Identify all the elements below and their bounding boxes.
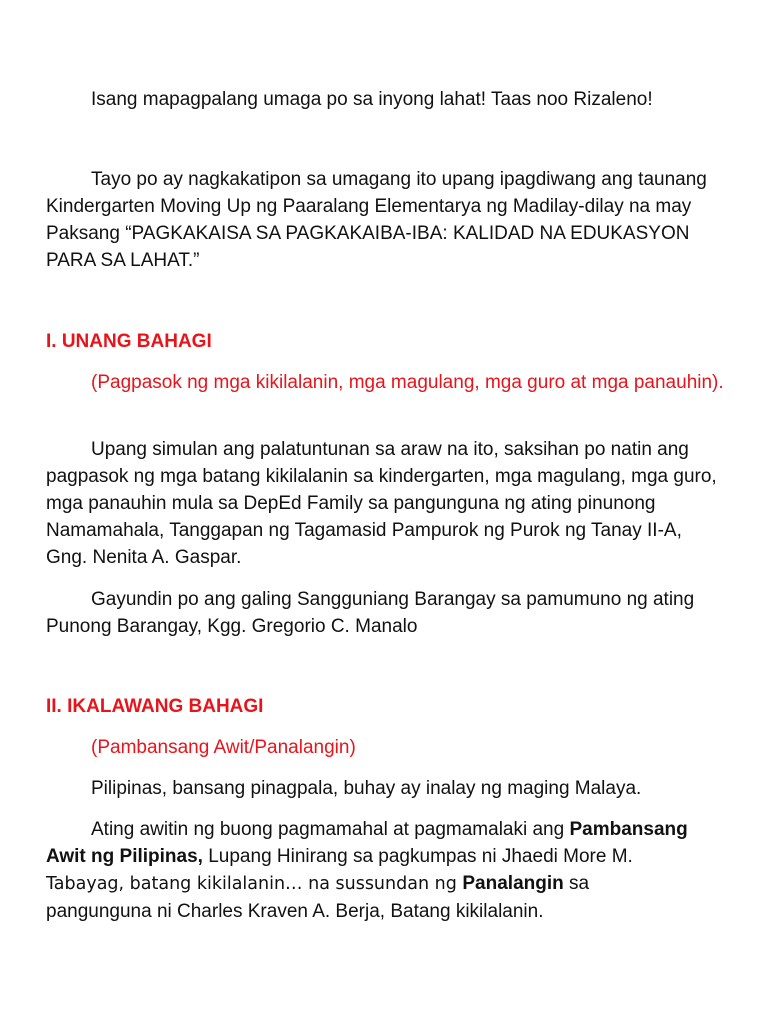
section1-cue: (Pagpasok ng mga kikilalanin, mga magulang, mga guro at mga panauhin).	[91, 372, 724, 393]
anthem-title: Pambansang Awit ng Pilipinas,	[46, 819, 688, 867]
intro-text: Tayo po ay nagkakatipon sa umagang ito upang ipagdiwang ang taunang Kindergarten Moving Up ng Paaralang Elementarya ng Madilay-dilay na may Paksang “	[46, 169, 707, 244]
theme-dash: -IBA:	[405, 223, 453, 244]
intro-closing: .”	[187, 250, 200, 271]
section2-cue: (Pambansang Awit/Panalangin)	[91, 737, 356, 758]
section1-heading: I. UNANG BAHAGI	[46, 331, 212, 352]
theme-part2: KALIDAD NA EDUKASYON PARA SA LAHAT	[46, 223, 690, 271]
section2-paragraph2	[46, 816, 726, 925]
section2-paragraph1: Pilipinas, bansang pinagpala, buhay ay inalay ng maging Malaya.	[91, 778, 642, 799]
prayer-label: Panalangin	[462, 873, 564, 894]
intro-paragraph	[46, 166, 726, 274]
p2-text-b: Lupang Hinirang sa pagkumpas ni Jhaedi More M.	[202, 846, 633, 867]
theme-part1: PAGKAKAISA SA PAGKAKAIBA	[131, 223, 406, 244]
p2-text-c: Tabayag, batang kikilalanin… na sussundan ng	[46, 874, 463, 894]
section1-paragraph2: Gayundin po ang galing Sangguniang Barangay sa pamumuno ng ating Punong Barangay, Kgg. Gregorio C. Manalo	[46, 589, 695, 637]
greeting-line: Isang mapagpalang umaga po sa inyong lahat! Taas noo Rizaleno!	[91, 89, 653, 110]
p2-text-d: sa	[563, 873, 590, 894]
section1-paragraph1: Upang simulan ang palatuntunan sa araw na ito, saksihan po natin ang pagpasok ng mga batang kikilalanin sa kindergarten, mga magulang, mga guro, mga panauhin mula sa DepEd Family sa pangunguna ng ating pinunong Namamahala, Tanggapan ng Tagamasid Pampurok ng Purok ng Tanay II-A, Gng. Nenita A. Gaspar.	[46, 439, 717, 568]
p2-text-e: pangunguna ni Charles Kraven A. Berja, Batang kikilalanin.	[46, 901, 544, 922]
section2-heading: II. IKALAWANG BAHAGI	[46, 696, 264, 717]
p2-text-a: Ating awitin ng buong pagmamahal at pagmamalaki ang	[91, 819, 570, 840]
